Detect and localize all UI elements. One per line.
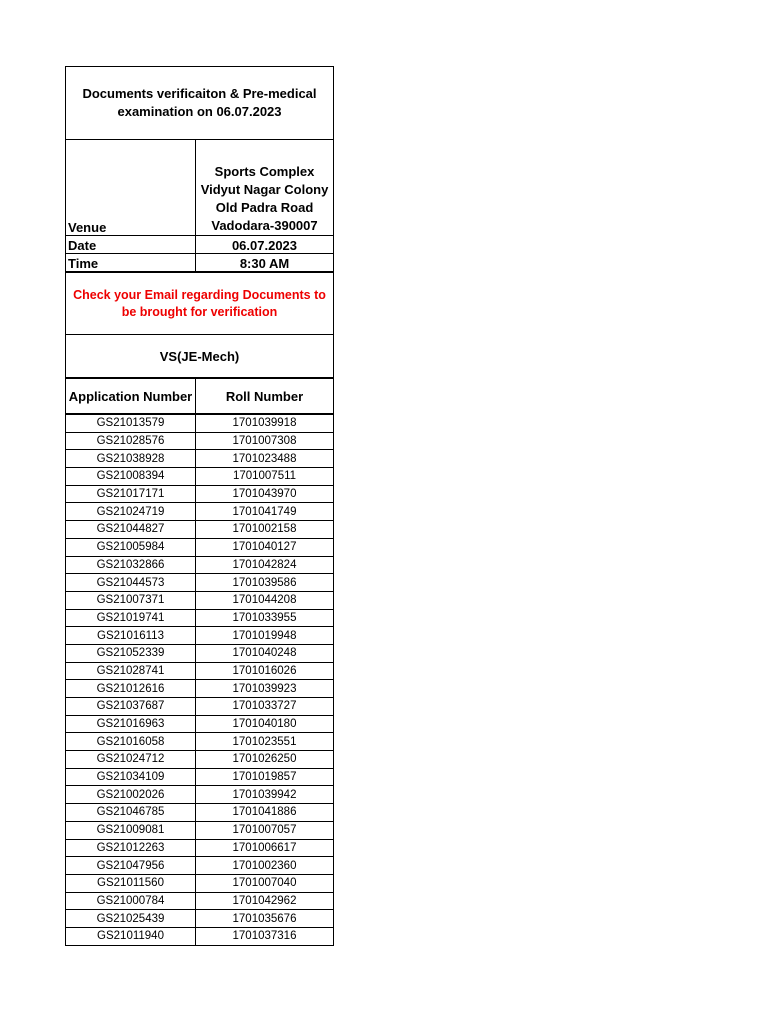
time-row [66,254,333,273]
table-row [66,751,333,769]
table-row [66,557,333,575]
date-row [66,236,333,254]
venue-line: Old Padra Road [215,200,314,215]
roll-number-cell: 1701039918 [232,417,297,430]
time-value: 8:30 AM [239,256,290,271]
document-title [66,67,333,140]
table-row [66,928,333,946]
roll-number-cell: 1701039586 [232,576,297,589]
roll-number-cell: 1701041749 [232,505,297,518]
table-row [66,539,333,557]
roll-number-cell: 1701040127 [232,541,297,554]
application-number-cell: GS21002026 [66,786,196,803]
table-row [66,486,333,504]
roll-number-cell: 1701040248 [232,647,297,660]
roll-number-cell: 1701040180 [232,718,297,731]
table-row [66,663,333,681]
roll-number-cell: 1701019857 [232,771,297,784]
roll-number-cell: 1701007511 [232,470,297,483]
application-number-cell: GS21005984 [66,539,196,556]
table-row [66,645,333,663]
application-number-cell: GS21016963 [66,716,196,733]
table-row [66,822,333,840]
notice-line-1: Check your Email regarding Documents to [73,287,326,302]
roll-number-cell: 1701033727 [232,700,297,713]
roll-number-cell: 1701002360 [232,859,297,872]
application-number-cell: GS21032866 [66,557,196,574]
group-label: VS(JE-Mech) [66,335,333,379]
roll-number-cell: 1701026250 [232,753,297,766]
application-number-cell: GS21011560 [66,875,196,892]
roll-number-cell: 1701039942 [232,788,297,801]
table-row [66,910,333,928]
application-number-cell: GS21038928 [66,450,196,467]
roll-number-cell: 1701016026 [232,664,297,677]
venue-row [66,140,333,236]
application-number-cell: GS21034109 [66,769,196,786]
table-row [66,716,333,734]
roll-number-cell: 1701023488 [232,452,297,465]
roll-number-cell: 1701042824 [232,558,297,571]
roll-number-cell: 1701019948 [232,629,297,642]
table-row [66,450,333,468]
venue-label: Venue [66,140,196,235]
title-line-1: Documents verificaiton & Pre-medical [82,86,317,101]
date-label: Date [66,236,196,253]
application-number-cell: GS21013579 [66,415,196,432]
application-number-cell: GS21008394 [66,468,196,485]
roll-number-cell: 1701006617 [232,841,297,854]
application-number-cell: GS21052339 [66,645,196,662]
roll-number-cell: 1701007057 [232,824,297,837]
application-number-cell: GS21016058 [66,733,196,750]
roll-number-cell: 1701044208 [232,594,297,607]
roll-number-header: Roll Number [225,388,304,404]
table-row [66,592,333,610]
table-row [66,415,333,433]
notice-line-2: be brought for verification [121,304,278,319]
application-number-cell: GS21016113 [66,627,196,644]
roll-number-cell: 1701035676 [232,912,297,925]
roll-number-cell: 1701002158 [232,523,297,536]
application-number-cell: GS21024719 [66,503,196,520]
roll-number-cell: 1701041886 [232,806,297,819]
application-number-cell: GS21046785 [66,804,196,821]
table-body [66,415,333,946]
roll-number-cell: 1701043970 [232,488,297,501]
table-row [66,433,333,451]
table-row [66,804,333,822]
application-number-cell: GS21017171 [66,486,196,503]
application-number-cell: GS21009081 [66,822,196,839]
table-row [66,875,333,893]
roll-number-cell: 1701037316 [232,930,297,943]
roll-number-cell: 1701007308 [232,435,297,448]
date-value: 06.07.2023 [231,238,298,253]
table-row [66,840,333,858]
application-number-cell: GS21024712 [66,751,196,768]
table-row [66,733,333,751]
application-number-cell: GS21028741 [66,663,196,680]
table-row [66,857,333,875]
table-row [66,680,333,698]
application-number-cell: GS21025439 [66,910,196,927]
roll-number-cell: 1701039923 [232,682,297,695]
title-line-2: examination on 06.07.2023 [117,104,282,119]
application-number-cell: GS21044573 [66,574,196,591]
application-number-cell: GS21007371 [66,592,196,609]
application-number-cell: GS21011940 [66,928,196,945]
table-header [66,379,333,415]
roll-number-cell: 1701033955 [232,611,297,624]
application-number-cell: GS21044827 [66,521,196,538]
venue-value [196,140,333,235]
application-number-cell: GS21047956 [66,857,196,874]
table-row [66,610,333,628]
application-number-cell: GS21037687 [66,698,196,715]
table-row [66,521,333,539]
verification-sheet [65,66,334,946]
application-number-cell: GS21028576 [66,433,196,450]
table-row [66,503,333,521]
table-row [66,786,333,804]
roll-number-cell: 1701007040 [232,877,297,890]
application-number-header: Application Number [66,379,196,413]
application-number-cell: GS21019741 [66,610,196,627]
table-row [66,698,333,716]
table-row [66,468,333,486]
roll-number-cell: 1701042962 [232,894,297,907]
venue-line: Sports Complex [214,164,315,179]
venue-line: Vidyut Nagar Colony [200,182,329,197]
table-row [66,627,333,645]
application-number-cell: GS21012263 [66,840,196,857]
application-number-cell: GS21012616 [66,680,196,697]
table-row [66,769,333,787]
table-row [66,893,333,911]
email-notice [66,273,333,335]
time-label: Time [66,254,196,271]
roll-number-cell: 1701023551 [232,735,297,748]
table-row [66,574,333,592]
application-number-cell: GS21000784 [66,893,196,910]
venue-line: Vadodara-390007 [211,218,318,233]
